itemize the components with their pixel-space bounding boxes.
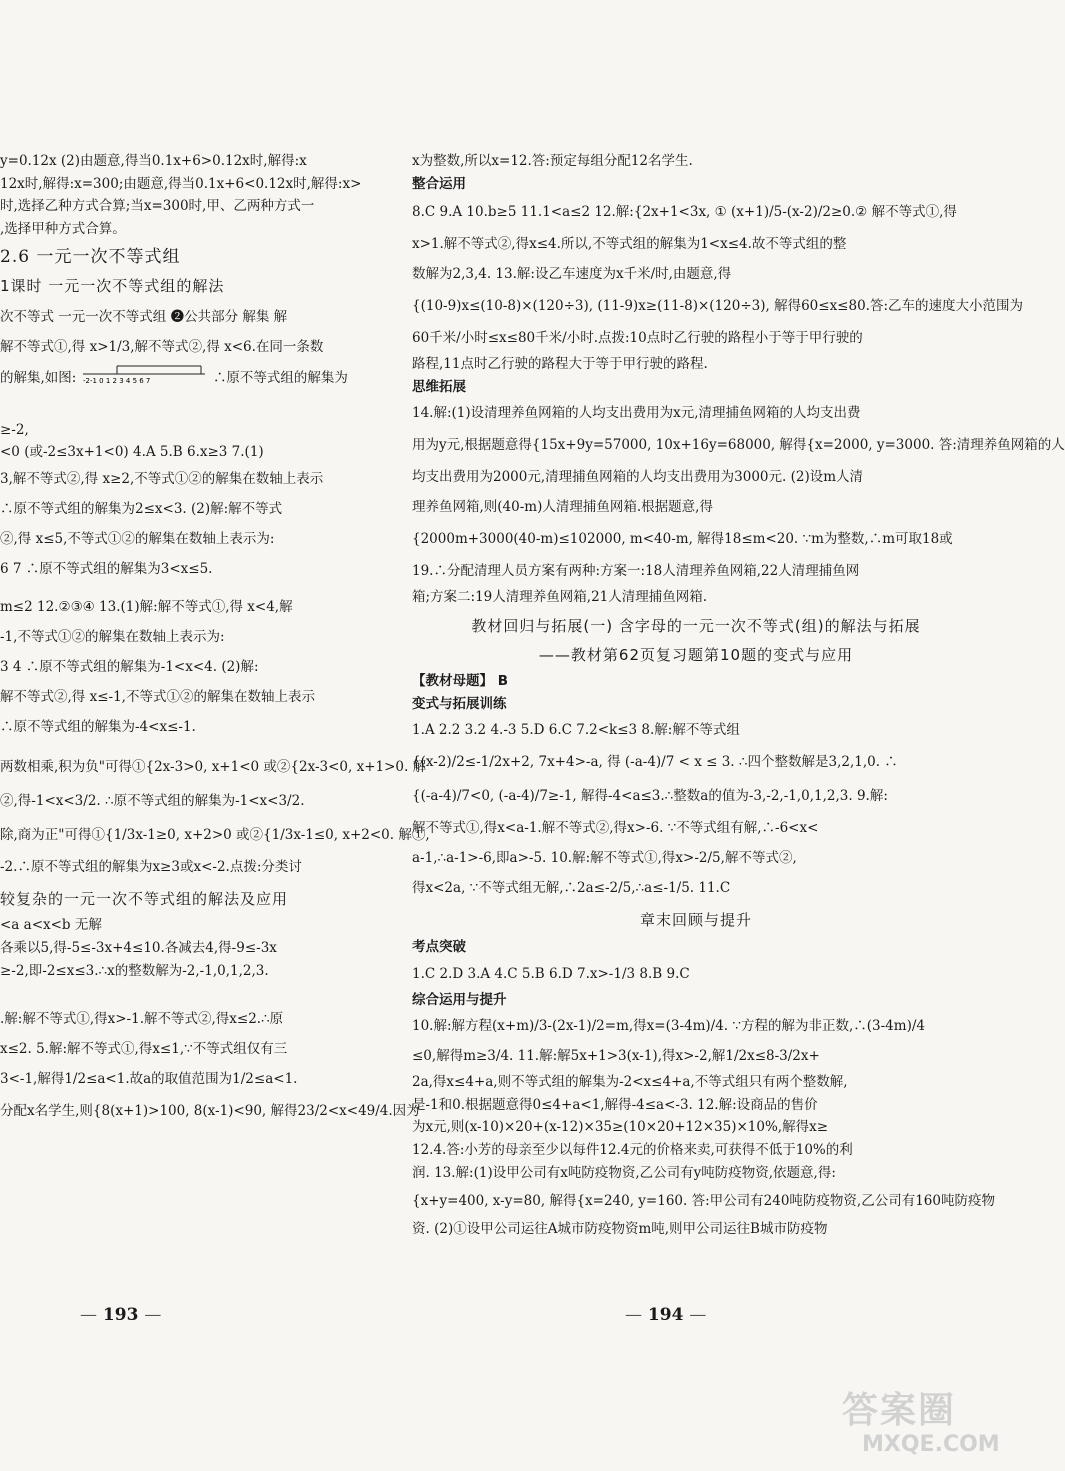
- text-line: m≤2 12.②③④ 13.(1)解:解不等式①,得 x<4,解: [0, 598, 293, 615]
- text-line: ≥-2,: [0, 421, 29, 438]
- section-subtitle: ——教材第62页复习题第10题的变式与应用: [538, 645, 854, 664]
- text-fragment: ∴原不等式组的解集为: [212, 369, 348, 386]
- heading: 思维拓展: [412, 378, 466, 395]
- section-title: 教材回归与拓展(一) 含字母的一元一次不等式(组)的解法与拓展: [471, 616, 921, 635]
- text-line: ②,得 x≤5,不等式①②的解集在数轴上表示为:: [0, 530, 275, 547]
- text-line: {(10-9)x≤(10-8)×(120÷3), (11-9)x≥(11-8)×(120÷3), 解得60≤x≤80.答:乙车的速度大小范围为: [412, 298, 1024, 315]
- text-line: {(-a-4)/7<0, (-a-4)/7≥-1, 解得-4<a≤3.∴整数a的值为-3,-2,-1,0,1,2,3. 9.解:: [412, 788, 888, 805]
- text-line: 各乘以5,得-5≤-3x+4≤10.各减去4,得-9≤-3x: [0, 939, 277, 956]
- right-column: [412, 150, 1065, 1241]
- text-line: x为整数,所以x=12.答:预定每组分配12名学生.: [412, 153, 693, 169]
- page-number: 193: [102, 1305, 139, 1325]
- text-line: <a a<x<b 无解: [0, 917, 102, 934]
- text-line: ≤0,解得m≥3/4. 11.解:解5x+1>3(x-1),得x>-2,解1/2x≤8-3/2x+: [412, 1048, 820, 1065]
- text-line: 得x<2a, ∵不等式组无解,∴2a≤-2/5,∴a≤-1/5. 11.C: [412, 880, 731, 897]
- text-line: ∴原不等式组的解集为2≤x<3. (2)解:解不等式: [0, 500, 283, 517]
- text-line: {(x-2)/2≤-1/2x+2, 7x+4>-a, 得 (-a-4)/7 < x ≤ 3. ∴四个整数解是3,2,1,0. ∴: [412, 754, 898, 771]
- text-line: 两数相乘,积为负"可得①{2x-3>0, x+1<0 或②{2x-3<0, x+1>0. 解: [0, 758, 427, 775]
- text-line: 60千米/小时≤x≤80千米/小时.点拨:10点时乙行驶的路程小于等于甲行驶的: [412, 330, 863, 347]
- left-column: [0, 150, 430, 1128]
- text-line: 次不等式 一元一次不等式组 ❷公共部分 解集 解: [0, 308, 288, 325]
- heading: 变式与拓展训练: [412, 695, 507, 712]
- text-line: ∴原不等式组的解集为-4<x≤-1.: [0, 718, 196, 735]
- text-line: 1.A 2.2 3.2 4.-3 5.D 6.C 7.2<k≤3 8.解:解不等式组: [412, 722, 740, 739]
- text-line: 均支出费用为2000元,清理捕鱼网箱的人均支出费用为3000元. (2)设m人清: [412, 469, 864, 486]
- number-line-labels: -2-1 0 1 2 3 4 5 6 7: [82, 376, 151, 385]
- text-line: 理养鱼网箱,则(40-m)人清理捕鱼网箱.根据题意,得: [412, 499, 713, 516]
- section-title: 章末回顾与提升: [639, 911, 752, 930]
- text-line: 3,解不等式②,得 x≥2,不等式①②的解集在数轴上表示: [0, 470, 324, 487]
- watermark-logo: [802, 1382, 1000, 1462]
- text-line: 2a,得x≤4+a,则不等式组的解集为-2<x≤4+a,不等式组只有两个整数解,: [412, 1074, 848, 1091]
- mother-question: 【教材母题】 B: [412, 673, 508, 690]
- text-line: x>1.解不等式②,得x≤4.所以,不等式组的解集为1<x≤4.故不等式组的整: [412, 236, 847, 253]
- text-line: 分配x名学生,则{8(x+1)>100, 8(x-1)<90, 解得23/2<x<49/4.因为: [0, 1103, 420, 1120]
- text-line: <0 (或-2≤3x+1<0) 4.A 5.B 6.x≥3 7.(1): [0, 444, 264, 461]
- text-line: 1.C 2.D 3.A 4.C 5.B 6.D 7.x>-1/3 8.B 9.C: [412, 965, 690, 982]
- text-line: 箱;方案二:19人清理养鱼网箱,21人清理捕鱼网箱.: [412, 589, 708, 606]
- text-line: 为x元,则(x-10)×20+(x-12)×35≥(10×20+12×35)×10%,解得x≥: [412, 1119, 829, 1136]
- page-number-left: — 193 —: [80, 1305, 162, 1325]
- text-line: 19.∴分配清理人员方案有两种:方案一:18人清理养鱼网箱,22人清理捕鱼网: [412, 563, 860, 580]
- text-line: [0, 362, 392, 395]
- text-line: -1,不等式①②的解集在数轴上表示为:: [0, 628, 225, 645]
- text-line: 时,选择乙种方式合算;当x=300时,甲、乙两种方式一: [0, 198, 315, 215]
- text-line: 解不等式②,得 x≤-1,不等式①②的解集在数轴上表示: [0, 688, 315, 705]
- text-line: ≥-2,即-2≤x≤3.∴x的整数解为-2,-1,0,1,2,3.: [0, 962, 269, 979]
- text-line: x≤2. 5.解:解不等式①,得x≤1,∵不等式组仅有三: [0, 1041, 288, 1058]
- text-line: 资. (2)①设甲公司运往A城市防疫物资m吨,则甲公司运往B城市防疫物: [412, 1221, 828, 1238]
- text-line: [0, 982, 392, 1004]
- text-line: 是-1和0.根据题意得0≤4+a<1,解得-4≤a<-3. 12.解:设商品的售价: [412, 1096, 818, 1113]
- text-line: 解不等式①,得x<a-1.解不等式②,得x>-6. ∵不等式组有解,∴-6<x<: [412, 820, 819, 837]
- text-line: 8.C 9.A 10.b≥5 11.1<a≤2 12.解:{2x+1<3x, ① (x+1)/5-(x-2)/2≥0.② 解不等式①,得: [412, 204, 957, 221]
- number-line-figure: [81, 362, 209, 395]
- text-line: a-1,∴a-1>-6,即a>-5. 10.解:解不等式①,得x>-2/5,解不等式②,: [412, 850, 797, 867]
- page-number-right: — 194 —: [625, 1305, 707, 1325]
- text-line: 3<-1,解得1/2≤a<1.故a的取值范围为1/2≤a<1.: [0, 1071, 298, 1088]
- text-line: 用为y元,根据题意得{15x+9y=57000, 10x+16y=68000, 解得{x=2000, y=3000. 答:清理养鱼网箱的人: [412, 437, 1065, 454]
- text-line: 除,商为正"可得①{1/3x-1≥0, x+2>0 或②{1/3x-1≤0, x+2<0. 解①,: [0, 826, 430, 843]
- text-fragment: 的解集,如图:: [0, 369, 77, 386]
- text-line: -2.∴原不等式组的解集为x≥3或x<-2.点拨:分类讨: [0, 858, 302, 875]
- text-line: 10.解:解方程(x+m)/3-(2x-1)/2=m,得x=(3-4m)/4. ∵方程的解为非正数,∴(3-4m)/4: [412, 1018, 925, 1035]
- text-line: 14.解:(1)设清理养鱼网箱的人均支出费用为x元,清理捕鱼网箱的人均支出费: [412, 405, 861, 422]
- text-line: 3 4 ∴原不等式组的解集为-1<x<4. (2)解:: [0, 658, 259, 675]
- text-line: 12.4.答:小芳的母亲至少以每件12.4元的价格来卖,可获得不低于10%的利: [412, 1141, 853, 1158]
- section-subtitle: 较复杂的一元一次不等式组的解法及应用: [0, 889, 289, 908]
- text-line: y=0.12x (2)由题意,得当0.1x+6>0.12x时,解得:x: [0, 153, 307, 169]
- lesson-title: 1课时 一元一次不等式组的解法: [0, 276, 225, 295]
- section-title: 2.6 一元一次不等式组: [0, 247, 181, 268]
- text-line: ,选择甲种方式合算。: [0, 220, 126, 237]
- text-line: 路程,11点时乙行驶的路程大于等于甲行驶的路程.: [412, 356, 708, 373]
- heading: 综合运用与提升: [412, 991, 507, 1008]
- text-line: 6 7 ∴原不等式组的解集为3<x≤5.: [0, 560, 213, 577]
- heading: 考点突破: [412, 938, 466, 955]
- page-number: 194: [647, 1305, 684, 1325]
- text-line: 12x时,解得:x=300;由题意,得当0.1x+6<0.12x时,解得:x>: [0, 175, 362, 192]
- watermark-text: 答案圈: [842, 1390, 957, 1431]
- text-line: ②,得-1<x<3/2. ∴原不等式组的解集为-1<x<3/2.: [0, 792, 305, 809]
- text-line: .解:解不等式①,得x>-1.解不等式②,得x≤2.∴原: [0, 1011, 284, 1028]
- text-line: {x+y=400, x-y=80, 解得{x=240, y=160. 答:甲公司有240吨防疫物资,乙公司有160吨防疫物: [412, 1193, 995, 1210]
- text-line: 解不等式①,得 x>1/3,解不等式②,得 x<6.在同一条数: [0, 338, 324, 355]
- heading: 整合运用: [412, 175, 466, 192]
- text-line: 润. 13.解:(1)设甲公司有x吨防疫物资,乙公司有y吨防疫物资,依题意,得:: [412, 1164, 836, 1181]
- watermark-url: MXQE.COM: [862, 1432, 1000, 1457]
- text-line: 数解为2,3,4. 13.解:设乙车速度为x千米/时,由题意,得: [412, 266, 732, 283]
- text-line: {2000m+3000(40-m)≤102000, m<40-m, 解得18≤m<20. ∵m为整数,∴m可取18或: [412, 531, 953, 548]
